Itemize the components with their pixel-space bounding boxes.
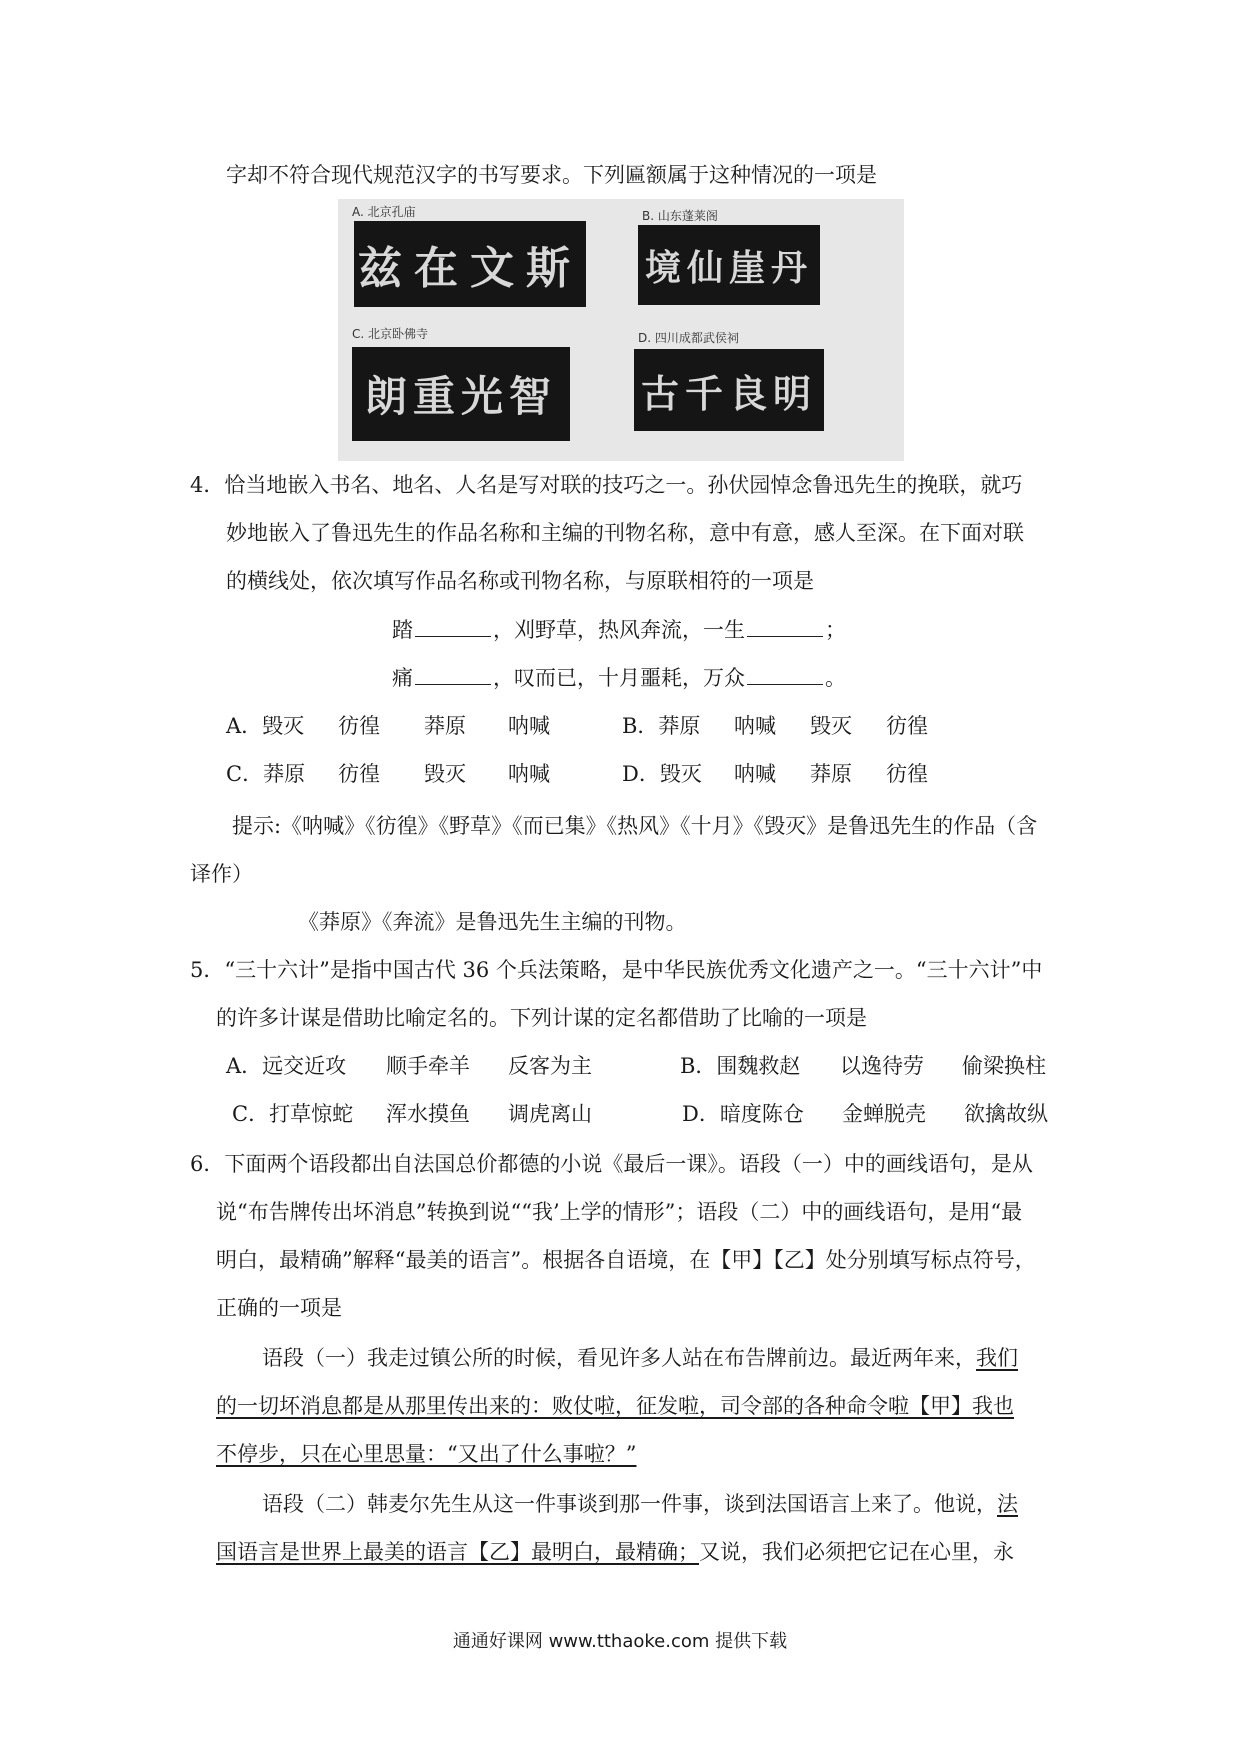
- couplet2-end: 。: [825, 666, 846, 690]
- couplet2-blank-1: [415, 662, 491, 685]
- q4-c-4: 呐喊: [508, 762, 550, 786]
- passage1-e-underlined: 不停步，只在心里思量：“又出了什么事啦？”: [216, 1442, 637, 1466]
- q5-c-1: C．打草惊蛇: [232, 1102, 354, 1126]
- q5-d-2: 金蝉脱壳: [842, 1102, 926, 1126]
- passage2-b-underlined: 法: [997, 1492, 1018, 1516]
- passage1-line-1: [262, 1343, 1018, 1373]
- plaque-b: [638, 225, 820, 305]
- q4-line-1: 4．恰当地嵌入书名、地名、人名是写对联的技巧之一。孙伏园悼念鲁迅先生的挽联，就巧: [190, 473, 1023, 497]
- plaque-b-label: B. 山东蓬莱阁: [642, 209, 718, 223]
- q5-a-1: A．远交近攻: [226, 1054, 347, 1078]
- q6-line-2: 说“布告牌传出坏消息”转换到说““我’上学的情形”；语段（二）中的画线语句，是用“最: [216, 1200, 1023, 1224]
- q5-d-3: 欲擒故纵: [964, 1102, 1048, 1126]
- passage2-line-1: [262, 1489, 1018, 1519]
- q4-d-4: 彷徨: [886, 762, 928, 786]
- q4-hint-2: 译作）: [190, 862, 253, 886]
- couplet-line-2: [392, 662, 846, 693]
- q4-b-2: 呐喊: [734, 714, 776, 738]
- couplet1-mid: ，刈野草，热风奔流，一生: [493, 618, 745, 642]
- passage2-a: 语段（二）韩麦尔先生从这一件事谈到那一件事，谈到法国语言上来了。他说，: [262, 1492, 997, 1516]
- q5-c-2: 浑水摸鱼: [386, 1102, 470, 1126]
- plaque-a-label: A. 北京孔庙: [352, 205, 416, 219]
- q5-option-c: [232, 1099, 592, 1129]
- q4-a-4: 呐喊: [508, 714, 550, 738]
- couplet2-mid: ，叹而已，十月噩耗，万众: [493, 666, 745, 690]
- plaque-d: [634, 349, 824, 431]
- plaque-c-label: C. 北京卧佛寺: [352, 327, 429, 341]
- q6-line-3: 明白，最精确”解释“最美的语言”。根据各自语境，在【甲】【乙】处分别填写标点符号，: [216, 1248, 1036, 1272]
- plaque-b-text: 丹崖仙境: [644, 246, 813, 289]
- q5-line-2: 的许多计谋是借助比喻定名的。下列计谋的定名都借助了比喻的一项是: [216, 1006, 867, 1030]
- passage2-d: 又说，我们必须把它记在心里，永: [699, 1540, 1014, 1564]
- q4-b-3: 毁灭: [810, 714, 852, 738]
- plaque-c: [352, 347, 570, 441]
- passage2-c-underlined: 国语言是世界上最美的语言【乙】最明白，最精确；: [216, 1540, 699, 1564]
- q4-d-1: D．毁灭: [622, 762, 702, 786]
- q5-b-1: B．围魏救赵: [680, 1054, 801, 1078]
- q4-b-1: B．莽原: [622, 714, 701, 738]
- passage1-line-2: [216, 1391, 1014, 1421]
- q5-c-3: 调虎离山: [508, 1102, 592, 1126]
- q4-option-a: [226, 711, 550, 741]
- q6-line-1: 6．下面两个语段都出自法国总价都德的小说《最后一课》。语段（一）中的画线语句，是从: [190, 1152, 1033, 1176]
- q4-d-3: 莽原: [810, 762, 852, 786]
- q4-c-2: 彷徨: [338, 762, 380, 786]
- q4-c-3: 毁灭: [424, 762, 466, 786]
- q6-line-4: 正确的一项是: [216, 1296, 342, 1320]
- q5-option-b: [680, 1051, 1046, 1081]
- plaque-a: [354, 221, 586, 307]
- q4-d-2: 呐喊: [734, 762, 776, 786]
- q4-hint-1: 提示:《呐喊》《彷徨》《野草》《而已集》《热风》《十月》《毁灭》是鲁迅先生的作品（含: [232, 814, 1038, 838]
- passage1-d-underlined: 司令部的各种命令啦【甲】我也: [720, 1394, 1014, 1418]
- q5-b-3: 偷梁换柱: [962, 1054, 1046, 1078]
- q4-hint-3: 《莽原》《奔流》是鲁迅先生主编的刊物。: [298, 910, 687, 934]
- couplet1-blank-1: [415, 614, 491, 637]
- page-footer: 通通好课网 www.tthaoke.com 提供下载: [452, 1631, 788, 1652]
- passage2-line-2: [216, 1537, 1014, 1567]
- plaques-photo: [338, 199, 904, 461]
- plaque-d-text: 明良千古: [640, 370, 817, 416]
- q4-c-1: C．莽原: [226, 762, 306, 786]
- q4-b-4: 彷徨: [886, 714, 928, 738]
- q4-option-d: [622, 759, 928, 789]
- couplet1-start: 踏: [392, 618, 413, 642]
- q4-a-2: 彷徨: [338, 714, 380, 738]
- q5-option-d: [682, 1099, 1048, 1129]
- passage1-b-underlined: 我们: [976, 1346, 1018, 1370]
- q5-option-a: [226, 1051, 592, 1081]
- passage1-a: 语段（一）我走过镇公所的时候，看见许多人站在布告牌前边。最近两年来，: [262, 1346, 976, 1370]
- q4-option-c: [226, 759, 550, 789]
- q5-a-2: 顺手牵羊: [386, 1054, 470, 1078]
- plaque-c-text: 智光重朗: [364, 372, 557, 421]
- q4-line-3: 的横线处，依次填写作品名称或刊物名称，与原联相符的一项是: [226, 569, 814, 593]
- couplet1-end: ；: [825, 618, 846, 642]
- plaque-d-label: D. 四川成都武侯祠: [638, 331, 739, 345]
- q4-a-3: 莽原: [424, 714, 466, 738]
- couplet2-blank-2: [747, 662, 823, 685]
- couplet2-start: 痛: [392, 666, 413, 690]
- q5-d-1: D．暗度陈仓: [682, 1102, 804, 1126]
- passage1-c-underlined: 的一切坏消息都是从那里传出来的：败仗啦，征发啦，: [216, 1394, 720, 1418]
- q4-a-1: A．毁灭: [226, 714, 305, 738]
- passage1-line-3: [216, 1439, 636, 1469]
- plaque-a-text: 斯文在兹: [358, 243, 582, 294]
- q5-line-1: 5．“三十六计”是指中国古代 36 个兵法策略，是中华民族优秀文化遗产之一。“三十六计”中: [190, 958, 1043, 982]
- q4-option-b: [622, 711, 928, 741]
- q3-text-tail: 字却不符合现代规范汉字的书写要求。下列匾额属于这种情况的一项是: [226, 163, 877, 187]
- q5-a-3: 反客为主: [508, 1054, 592, 1078]
- couplet1-blank-2: [747, 614, 823, 637]
- couplet-line-1: [392, 614, 846, 645]
- q4-line-2: 妙地嵌入了鲁迅先生的作品名称和主编的刊物名称，意中有意，感人至深。在下面对联: [226, 521, 1024, 545]
- q5-b-2: 以逸待劳: [840, 1054, 924, 1078]
